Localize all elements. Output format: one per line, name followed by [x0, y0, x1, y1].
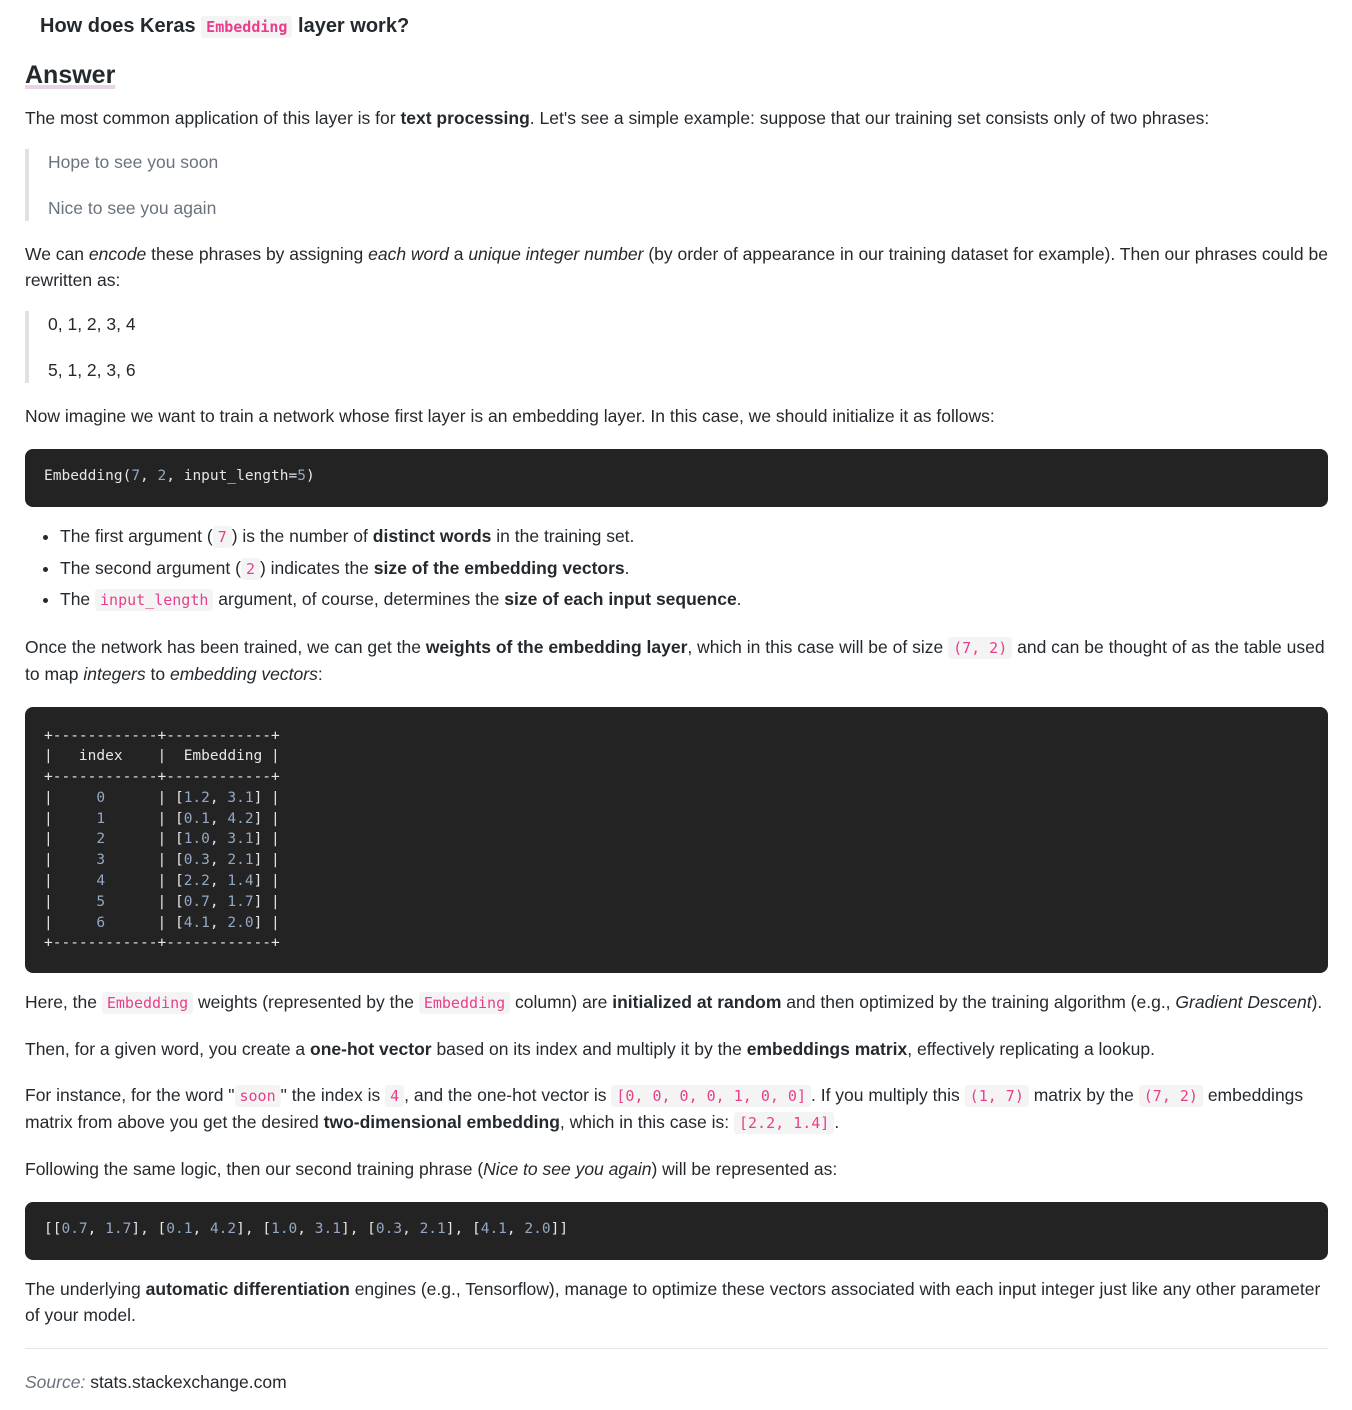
phrase-1: Hope to see you soon — [48, 152, 219, 172]
table-row: | 2 | [1.0, 3.1] | — [44, 831, 280, 848]
table-cell-index: 1 — [96, 810, 106, 827]
vector-value: 4.2 — [209, 1221, 237, 1238]
code-block-embedding: Embedding(7, 2, input_length=5) — [25, 449, 1328, 507]
inline-code: [2.2, 1.4] — [734, 1112, 834, 1134]
inline-code: (7, 2) — [1139, 1085, 1203, 1107]
answer-heading: Answer — [25, 61, 116, 89]
table-cell-value: 1.0 — [183, 831, 210, 848]
encoded-phrase-2: 5, 1, 2, 3, 6 — [48, 360, 136, 380]
table-border: +------------+------------+ — [44, 935, 280, 952]
inline-code: 7 — [213, 526, 232, 548]
table-cell-value: 4.1 — [183, 914, 210, 931]
list-item: • The first argument ( 7 ) is the number of distinct words in the training set. — [60, 521, 1328, 553]
inline-code: Embedding — [102, 992, 193, 1014]
source-label: Source: — [25, 1372, 86, 1393]
table-line: | index | Embedding | — [44, 748, 280, 765]
table-cell-value: 0.3 — [183, 852, 210, 869]
table-cell-index: 4 — [96, 873, 106, 890]
table-cell-value: 3.1 — [227, 831, 254, 848]
inline-code: [0, 0, 0, 0, 1, 0, 0] — [611, 1085, 811, 1107]
code-block-second-phrase: [[0.7, 1.7], [0.1, 4.2], [1.0, 3.1], [0.3, 2.1], [4.1, 2.0]] — [25, 1202, 1328, 1260]
table-cell-value: 3.1 — [227, 789, 254, 806]
phrases-quote — [25, 149, 1328, 221]
question-text: layer work? — [292, 15, 410, 37]
vector-value: 1.7 — [105, 1221, 132, 1238]
vector-value: 0.7 — [61, 1221, 88, 1238]
table-cell-index: 6 — [96, 914, 106, 931]
inline-code: soon — [235, 1085, 281, 1107]
inline-code: (1, 7) — [965, 1085, 1029, 1107]
source-line — [25, 1369, 1328, 1395]
vector-value: 0.3 — [375, 1221, 403, 1238]
encoded-quote — [25, 311, 1328, 383]
question-title — [25, 0, 1328, 41]
inline-code: Embedding — [419, 992, 510, 1014]
table-header-index: index — [78, 748, 123, 765]
encoded-phrase-1: 0, 1, 2, 3, 4 — [48, 314, 136, 334]
table-cell-value: 1.4 — [227, 873, 254, 890]
paragraph-onehot: Then, for a given word, you create a one-hot vector based on its index and multiply it by the embeddings matrix, effectively replicating a lookup. — [25, 1039, 1155, 1060]
argument-list — [25, 521, 1328, 616]
phrase-2: Nice to see you again — [48, 198, 217, 218]
table-cell-value: 1.2 — [183, 789, 210, 806]
source-value: stats.stackexchange.com — [90, 1372, 287, 1393]
divider — [25, 1348, 1328, 1349]
table-cell-index: 2 — [96, 831, 106, 848]
inline-code: Embedding — [201, 16, 292, 38]
table-cell-index: 3 — [96, 852, 106, 869]
table-cell-value: 0.1 — [183, 810, 210, 827]
bold-text: text processing — [400, 108, 530, 128]
italic-text: encode — [88, 244, 147, 264]
table-row: | 3 | [0.3, 2.1] | — [44, 852, 280, 869]
paragraph-autodiff: The underlying automatic differentiation engines (e.g., Tensorflow), manage to optimize these vectors associated with each input integer just like any other parameter of your model. — [25, 1279, 1321, 1326]
italic-text: unique integer number — [468, 244, 644, 264]
vector-value: 3.1 — [314, 1221, 341, 1238]
inline-code: 4 — [385, 1085, 404, 1107]
vector-value: 2.1 — [419, 1221, 446, 1238]
list-item: • The input_length argument, of course, determines the size of each input sequence. — [60, 584, 1328, 616]
table-cell-value: 4.2 — [227, 810, 254, 827]
vector-value: 2.0 — [524, 1221, 551, 1238]
paragraph-weights: Once the network has been trained, we can get the weights of the embedding layer, which in this case will be of size (7, 2) and can be thought of as the table used to map integers to embedding vectors: — [25, 636, 1325, 684]
table-line — [44, 726, 1309, 747]
table-cell-value: 0.7 — [183, 893, 210, 910]
table-row: | 5 | [0.7, 1.7] | — [44, 893, 280, 910]
paragraph-encode: We can encode these phrases by assigning each word a unique integer number (by order of appearance in our training dataset for example). Then our phrases could be rewritten as: — [25, 244, 1328, 290]
table-line — [44, 933, 1309, 954]
vector-value: 4.1 — [480, 1221, 507, 1238]
table-border: +------------+------------+ — [44, 769, 280, 786]
table-row: | 1 | [0.1, 4.2] | — [44, 810, 280, 827]
table-cell-value: 2.2 — [183, 873, 210, 890]
italic-text: each word — [368, 244, 449, 264]
table-cell-index: 5 — [96, 893, 106, 910]
table-cell-value: 2.0 — [227, 914, 254, 931]
table-row: | 0 | [1.2, 3.1] | — [44, 789, 280, 806]
question-text: How does Keras — [40, 15, 202, 37]
vector-value: 0.1 — [166, 1221, 193, 1238]
paragraph-random: Here, the Embedding weights (represented by the Embedding column) are initialized at random and then optimized by the training algorithm (e.g., Gradient Descent). — [25, 992, 1323, 1013]
list-item: • The second argument ( 2 ) indicates the size of the embedding vectors. — [60, 553, 1328, 585]
table-row: | 4 | [2.2, 1.4] | — [44, 873, 280, 890]
table-cell-value: 2.1 — [227, 852, 254, 869]
paragraph-second-phrase: Following the same logic, then our second training phrase (Nice to see you again) will be represented as: — [25, 1159, 838, 1180]
vector-value: 1.0 — [271, 1221, 298, 1238]
table-border: +------------+------------+ — [44, 727, 280, 744]
table-header-embedding: Embedding — [183, 748, 263, 765]
table-line — [44, 767, 1309, 788]
paragraph-example: For instance, for the word " soon " the index is 4 , and the one-hot vector is [0, 0, 0, 0, 1, 0, 0] . If you multiply this (1, 7) matrix by the (7, 2) embeddings matrix from above you get the desired two-dimensional embedding, which in this case is: [2.2, 1.4] . — [25, 1085, 1304, 1133]
table-row: | 6 | [4.1, 2.0] | — [44, 914, 280, 931]
inline-code: 2 — [241, 558, 260, 580]
code-block-embedding-table — [25, 707, 1328, 974]
table-cell-value: 1.7 — [227, 893, 254, 910]
inline-code: input_length — [95, 589, 213, 611]
table-cell-index: 0 — [96, 789, 106, 806]
paragraph-init: Now imagine we want to train a network whose first layer is an embedding layer. In this case, we should initialize it as follows: — [25, 406, 995, 426]
paragraph-intro: The most common application of this layer is for text processing. Let's see a simple example: suppose that our training set consists only of two phrases: — [25, 108, 1210, 128]
inline-code: (7, 2) — [948, 637, 1012, 659]
